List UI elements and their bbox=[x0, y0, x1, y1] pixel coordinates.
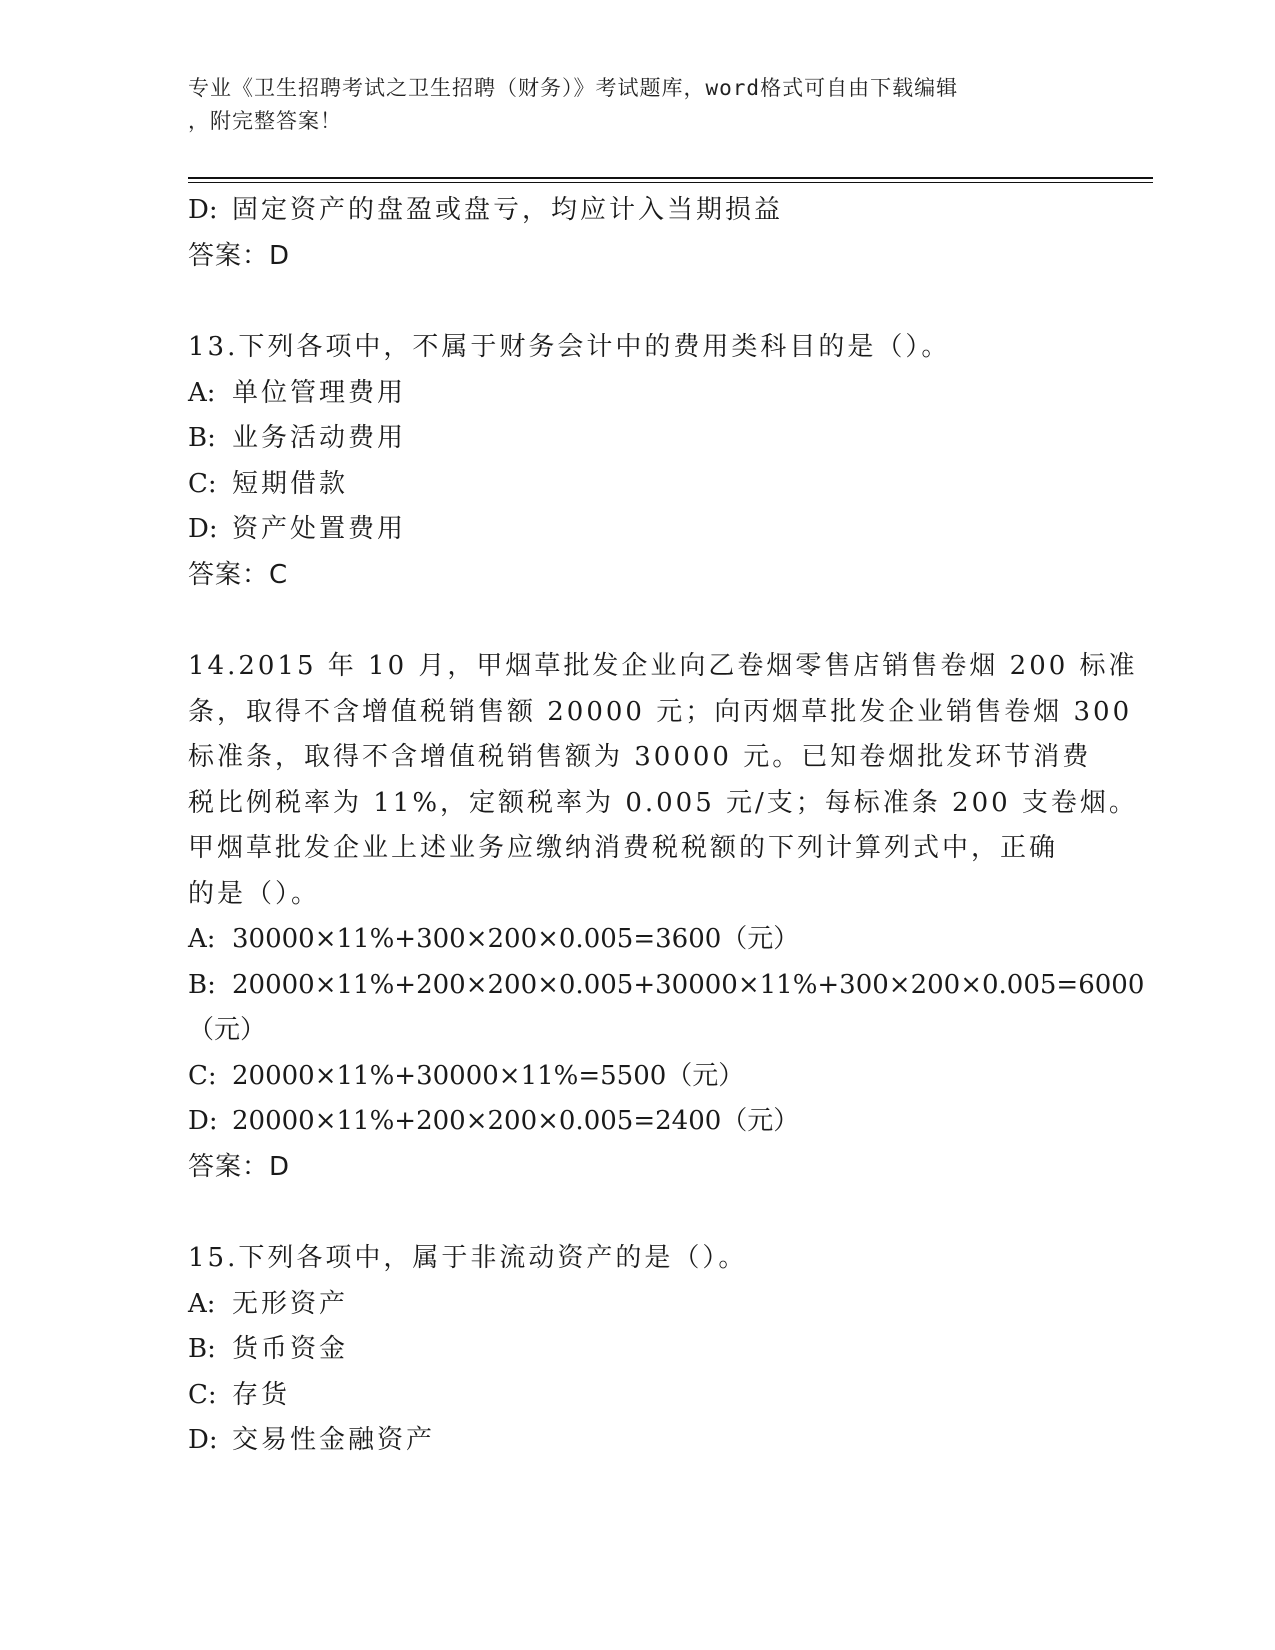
q14-option-a bbox=[188, 917, 1088, 963]
option-text: 20000×11%+200×200×0.005=2400（元） bbox=[232, 1106, 800, 1136]
q13-option-d bbox=[188, 507, 1088, 553]
option-key: C: bbox=[188, 1379, 217, 1410]
option-text: 20000×11%+200×200×0.005+30000×11%+300×200×0.005=6000 bbox=[232, 969, 1145, 1000]
option-text: 固定资产的盘盈或盘亏，均应计入当期损益 bbox=[232, 195, 784, 225]
q15-option-b bbox=[188, 1327, 1088, 1373]
q14-line-6: 的是（）。 bbox=[188, 878, 321, 909]
option-key: A: bbox=[188, 924, 216, 954]
option-text-continued: （元） bbox=[188, 1015, 267, 1045]
option-key: D: bbox=[188, 514, 218, 544]
q15-option-c bbox=[188, 1373, 1088, 1419]
option-key: B: bbox=[188, 423, 216, 453]
q14-line-5: 甲烟草批发企业上述业务应缴纳消费税税额的下列计算列式中，正确 bbox=[188, 833, 1059, 863]
option-text: 资产处置费用 bbox=[232, 514, 407, 544]
option-text: 单位管理费用 bbox=[232, 377, 407, 408]
option-key: D: bbox=[188, 1106, 218, 1136]
q14-line-2: 条，取得不含增值税销售额 20000 元；向丙烟草批发企业销售卷烟 300 bbox=[188, 696, 1133, 727]
prev-option-d bbox=[188, 188, 1088, 234]
option-text: 存货 bbox=[232, 1379, 291, 1410]
header-rule-thick bbox=[188, 177, 1153, 179]
option-text: 业务活动费用 bbox=[232, 423, 407, 453]
question-14-text bbox=[188, 644, 1138, 917]
prev-answer: 答案：D bbox=[188, 240, 291, 271]
option-key: B: bbox=[188, 1334, 216, 1364]
q14-option-c bbox=[188, 1054, 1088, 1100]
option-text: 交易性金融资产 bbox=[232, 1425, 436, 1455]
option-key: C: bbox=[188, 468, 217, 499]
option-text: 30000×11%+300×200×0.005=3600（元） bbox=[232, 924, 800, 954]
q14-line-4: 税比例税率为 11%，定额税率为 0.005 元/支；每标准条 200 支卷烟。 bbox=[188, 787, 1138, 818]
question-13-text: 13.下列各项中，不属于财务会计中的费用类科目的是（）。 bbox=[188, 332, 951, 362]
option-text: 短期借款 bbox=[232, 468, 349, 499]
page-header bbox=[188, 72, 1068, 138]
q14-option-b bbox=[188, 963, 1145, 1054]
option-key: A: bbox=[188, 377, 216, 408]
q14-line-1: 14.2015 年 10 月，甲烟草批发企业向乙卷烟零售店销售卷烟 200 标准 bbox=[188, 651, 1138, 681]
q14-line-3: 标准条，取得不含增值税销售额为 30000 元。已知卷烟批发环节消费 bbox=[188, 742, 1092, 772]
q14-answer: 答案：D bbox=[188, 1151, 291, 1182]
header-line-1: 专业《卫生招聘考试之卫生招聘（财务）》考试题库，word格式可自由下载编辑 bbox=[188, 76, 959, 100]
q13-answer: 答案：C bbox=[188, 559, 289, 590]
q13-option-c bbox=[188, 462, 1088, 508]
header-line-2: ，附完整答案！ bbox=[188, 109, 342, 133]
option-text: 货币资金 bbox=[232, 1334, 349, 1364]
q14-option-d bbox=[188, 1099, 1088, 1145]
option-key: D: bbox=[188, 195, 218, 225]
q15-option-a bbox=[188, 1282, 1088, 1328]
option-key: B: bbox=[188, 969, 216, 1000]
option-key: D: bbox=[188, 1425, 218, 1455]
option-key: A: bbox=[188, 1288, 216, 1319]
document-body bbox=[188, 188, 1145, 1464]
question-15-text: 15.下列各项中，属于非流动资产的是（）。 bbox=[188, 1243, 748, 1273]
option-key: C: bbox=[188, 1060, 217, 1091]
q13-option-a bbox=[188, 371, 1088, 417]
option-text: 无形资产 bbox=[232, 1288, 349, 1319]
header-rule-thin bbox=[188, 182, 1153, 183]
q15-option-d bbox=[188, 1418, 1088, 1464]
option-text: 20000×11%+30000×11%=5500（元） bbox=[232, 1060, 745, 1091]
q13-option-b bbox=[188, 416, 1088, 462]
